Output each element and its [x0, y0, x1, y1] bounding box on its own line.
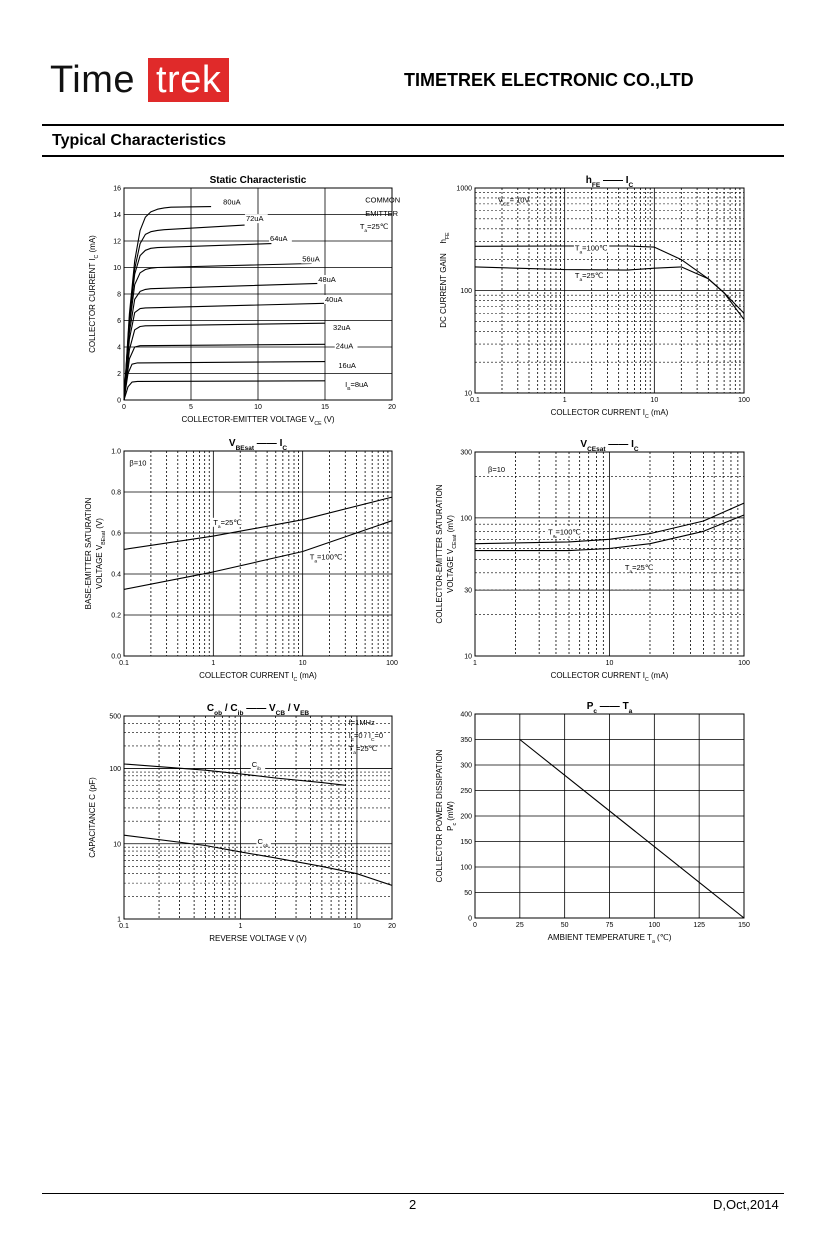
logo-text-time: Time: [50, 59, 136, 101]
chart-vbesat-vs-ic: [80, 432, 410, 692]
y-tick-label: 300: [460, 449, 472, 457]
y-axis-label-2: VOLTAGE $V_{BEsat}$ (V): [95, 518, 107, 589]
chart-annotation: $T_a=25℃$: [348, 744, 378, 756]
y-axis-label: CAPACITANCE C (pF): [88, 777, 97, 858]
series-line: [124, 283, 318, 400]
series-label: $T_a=25℃$: [213, 517, 242, 530]
series-line: [475, 267, 744, 320]
x-axis-label: COLLECTOR CURRENT $I_C$ (mA): [550, 671, 669, 683]
y-tick-label: 14: [113, 212, 121, 219]
footer-rule: [42, 1193, 784, 1194]
series-label: $T_a=100℃$: [309, 552, 343, 565]
series-label: 56uA: [302, 254, 320, 264]
company-name: TIMETREK ELECTRONIC CO.,LTD: [404, 70, 694, 90]
series-label: 80uA: [223, 197, 241, 207]
y-tick-label: 4: [117, 344, 121, 352]
y-tick-label: 400: [460, 711, 472, 719]
x-tick-label: 100: [386, 660, 398, 667]
series-label: $T_a=100℃$: [548, 527, 581, 539]
y-tick-label: 16: [113, 185, 121, 193]
chart-annotation: $T_a=25℃$: [359, 222, 389, 234]
grid: [475, 714, 744, 918]
series-line: [124, 303, 325, 400]
y-tick-label: 10: [464, 653, 472, 661]
y-tick-label: 0.6: [111, 530, 121, 538]
chart-annotation: COMMON: [365, 195, 401, 205]
y-tick-label: 6: [117, 318, 121, 325]
x-axis-label: REVERSE VOLTAGE V (V): [209, 934, 307, 943]
y-tick-label: 8: [117, 291, 121, 299]
chart-annotation: EMITTER: [365, 208, 399, 218]
y-axis-label-group: [439, 232, 451, 328]
x-axis-label: COLLECTOR CURRENT $I_C$ (mA): [199, 671, 317, 683]
x-tick-label: 100: [738, 660, 750, 667]
series-line: [124, 381, 325, 400]
series-line: [124, 764, 346, 785]
chart-capacitance-vs-voltage: [80, 694, 410, 949]
x-tick-label: 10: [254, 404, 262, 411]
y-axis-label-2: $P_c$ (mW): [446, 801, 458, 831]
series-label: $T_a=25℃$: [624, 562, 654, 575]
x-tick-label: 0: [473, 922, 477, 929]
chart-static-characteristic: [80, 170, 410, 425]
grid: [475, 188, 744, 393]
y-tick-label: 250: [460, 788, 472, 795]
chart-title: $V_{CEsat}$ —— $I_C$: [580, 439, 639, 453]
series-label: 72uA: [245, 214, 264, 224]
y-tick-label: 0: [468, 915, 472, 923]
x-axis-label: COLLECTOR CURRENT $I_C$ (mA): [550, 408, 669, 420]
series-line: [124, 244, 271, 400]
y-tick-label: 100: [109, 766, 121, 774]
chart-title: Static Characteristic: [209, 175, 307, 186]
grid: [475, 452, 744, 656]
series-label: $C_{ob}$: [257, 836, 269, 849]
series-line: [124, 344, 325, 400]
series-label: $C_{ib}$: [251, 759, 261, 772]
y-tick-label: 1: [117, 916, 121, 924]
y-tick-label: 0.0: [111, 653, 121, 661]
y-tick-label: 100: [460, 288, 472, 295]
x-tick-label: 100: [738, 397, 750, 404]
chart-hfe-vs-ic: [430, 170, 760, 425]
grid: [124, 451, 392, 656]
y-tick-label: 0.2: [111, 612, 121, 620]
x-tick-label: 0.1: [119, 923, 129, 930]
chart-annotation: β=10: [488, 464, 506, 474]
chart-vcesat-vs-ic: [430, 432, 760, 692]
x-tick-label: 100: [648, 922, 661, 929]
chart-power-vs-temperature: [430, 694, 760, 949]
series-label: $T_a=100℃$: [574, 243, 608, 256]
x-axis-label: AMBIENT TEMPERATURE $T_a$ (℃): [547, 933, 672, 945]
y-axis-label-group: [84, 497, 107, 609]
x-tick-label: 50: [560, 922, 569, 929]
y-tick-label: 10: [113, 265, 121, 272]
x-tick-label: 20: [388, 923, 396, 930]
x-tick-label: 0.1: [119, 660, 129, 667]
y-axis-label: COLLECTOR-EMITTER SATURATION: [435, 484, 444, 624]
section-rule: [42, 155, 784, 157]
logo-text-trek: trek: [148, 58, 229, 102]
y-axis-label-2: VOLTAGE $V_{CEsat}$ (mV): [446, 515, 458, 593]
chart-title: $V_{BEsat}$ —— $I_C$: [228, 438, 288, 452]
y-tick-label: 30: [464, 587, 472, 595]
y-axis-label: DC CURRENT GAIN: [439, 253, 448, 328]
y-axis-label: COLLECTOR CURRENT $I_C$ (mA): [88, 235, 100, 353]
y-axis-label: COLLECTOR POWER DISSIPATION: [435, 749, 444, 883]
chart-annotation: $I_E=0 / I_C=0$: [348, 730, 384, 743]
y-axis-label: BASE-EMITTER SATURATION: [84, 497, 93, 610]
y-axis-symbol: $h_{FE}$: [439, 232, 451, 244]
section-title: Typical Characteristics: [52, 132, 227, 149]
y-tick-label: 1.0: [111, 448, 121, 456]
y-tick-label: 2: [117, 371, 121, 378]
y-tick-label: 0.8: [111, 489, 121, 497]
x-tick-label: 0.1: [470, 397, 480, 404]
y-tick-label: 12: [113, 238, 121, 246]
chart-annotation: β=10: [129, 458, 147, 468]
y-tick-label: 10: [113, 841, 121, 849]
y-tick-label: 150: [460, 839, 472, 846]
x-tick-label: 1: [473, 660, 477, 667]
chart-annotation: $V_{CE}= 10V$: [497, 195, 530, 208]
y-tick-label: 100: [460, 515, 472, 523]
y-axis-label-group: [88, 777, 97, 858]
y-axis-label-group: [88, 235, 100, 353]
y-tick-label: 350: [460, 737, 472, 744]
y-tick-label: 1000: [456, 185, 472, 193]
y-tick-label: 200: [460, 813, 472, 821]
series-line: [475, 243, 744, 313]
chart-title: $C_{ob} / C_{ib}$ —— $V_{CB} / V_{EB}$: [206, 703, 310, 717]
chart-title: $h_{FE}$ —— $I_C$: [585, 175, 634, 189]
series-label: 48uA: [318, 275, 336, 285]
chart-title: $P_c$ —— $T_a$: [586, 701, 633, 715]
x-tick-label: 5: [189, 404, 193, 411]
x-tick-label: 10: [605, 660, 614, 667]
x-tick-label: 75: [605, 922, 614, 929]
x-tick-label: 25: [515, 922, 524, 929]
x-tick-label: 0: [122, 404, 126, 411]
x-tick-label: 1: [211, 660, 216, 667]
y-tick-label: 10: [464, 390, 472, 398]
x-axis-label: COLLECTOR-EMITTER VOLTAGE $V_{CE}$ (V): [181, 415, 335, 427]
series-label: $T_a=25℃$: [574, 271, 604, 283]
x-tick-label: 15: [321, 404, 329, 411]
chart-annotation: f=1MHz: [348, 717, 375, 727]
y-axis-label-group: [435, 749, 458, 882]
x-tick-label: 1: [562, 397, 567, 404]
y-tick-label: 50: [464, 890, 472, 897]
series-line: [520, 740, 744, 919]
series-label: 64uA: [270, 234, 288, 243]
x-tick-label: 150: [738, 922, 750, 929]
x-tick-label: 20: [388, 404, 396, 411]
page-number: 2: [409, 1197, 417, 1212]
y-tick-label: 300: [460, 762, 472, 770]
series-label: $I_B=8uA$: [345, 379, 369, 392]
y-axis-label-group: [435, 484, 458, 623]
series-label: 40uA: [325, 294, 343, 304]
series-label: 24uA: [335, 341, 354, 351]
x-tick-label: 125: [693, 922, 706, 929]
y-tick-label: 0: [117, 397, 121, 405]
revision-date: D,Oct,2014: [713, 1197, 779, 1212]
plot-frame: [124, 451, 392, 656]
x-tick-label: 10: [650, 397, 659, 404]
x-tick-label: 10: [353, 923, 361, 930]
series-line: [124, 497, 392, 549]
series-line: [124, 207, 211, 400]
y-tick-label: 100: [460, 864, 472, 872]
header-rule: [42, 124, 784, 126]
y-tick-label: 500: [109, 713, 121, 721]
series-label: 16uA: [338, 361, 356, 371]
x-tick-label: 10: [298, 660, 307, 667]
x-tick-label: 1: [238, 923, 243, 930]
series-line: [124, 521, 392, 590]
series-label: 32uA: [333, 322, 351, 332]
y-tick-label: 0.4: [111, 571, 121, 579]
